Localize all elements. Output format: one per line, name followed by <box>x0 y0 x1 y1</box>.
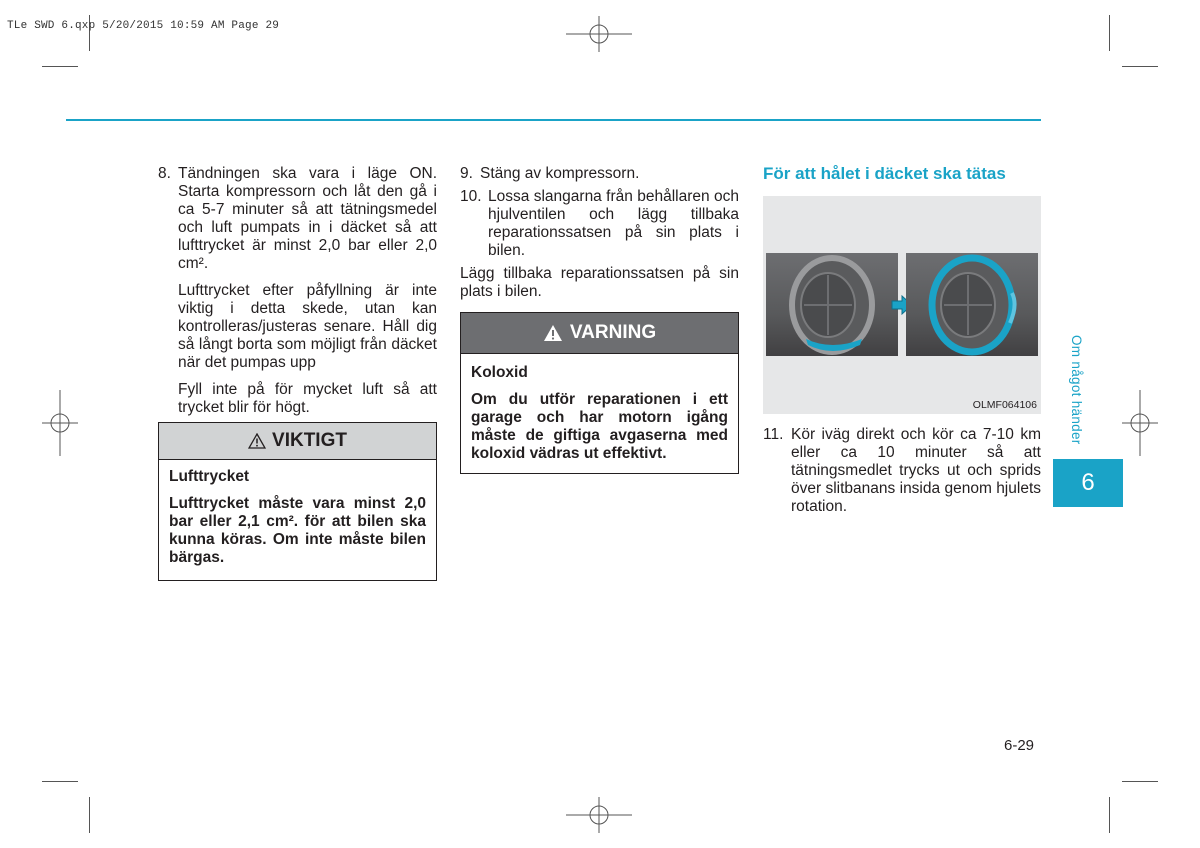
column-1 <box>158 165 437 417</box>
warning-triangle-icon <box>543 324 563 342</box>
step-number: 9. <box>460 165 473 182</box>
paragraph: Lufttrycket efter påfyllning är inte viktig i detta skede, utan kan kontrolleras/justeras senare. Håll dig så långt borta som möjligt från däcket när det pumpas upp <box>178 282 437 371</box>
registration-mark-right <box>1122 390 1158 456</box>
warning-box <box>460 312 739 474</box>
step-11 <box>763 426 1041 516</box>
important-box <box>158 422 437 581</box>
step-text-end: . <box>203 255 209 272</box>
registration-mark-left <box>42 390 78 456</box>
header-rule <box>66 119 1041 121</box>
file-info-header: TLe SWD 6.qxp 5/20/2015 10:59 AM Page 29 <box>7 20 280 32</box>
section-title: För att hålet i däcket ska tätas <box>763 164 1006 183</box>
chapter-tab: 6 <box>1053 459 1123 507</box>
step-text: Kör iväg direkt och kör ca 7-10 km eller ca 10 minuter så att tätningsmedlet trycks ut och sprids över slitbanans insida genom hjulets rotation. <box>791 426 1041 515</box>
step-9 <box>460 165 739 183</box>
registration-mark-bottom <box>566 797 632 833</box>
page-number: 6-29 <box>1004 737 1035 754</box>
step-number: 11. <box>763 426 784 443</box>
tire-before-image <box>766 253 898 356</box>
step-10 <box>460 188 739 260</box>
step-number: 8. <box>158 165 171 182</box>
important-header <box>159 423 436 460</box>
step-8 <box>158 165 437 273</box>
warning-label: VARNING <box>569 322 657 343</box>
column-2 <box>460 165 739 301</box>
tire-after-image <box>906 253 1038 356</box>
step-text: Stäng av kompressorn. <box>480 165 640 182</box>
step-text: Tändningen ska vara i läge ON. Starta kompressorn och låt den gå i ca 5-7 minuter så att tätningsmedel och luft pumpats in i däcket så att lufttrycket är minst 2,0 bar eller 2,0 cm² <box>178 165 437 272</box>
warning-header <box>461 313 738 354</box>
step-text: Lossa slangarna från behållaren och hjulventilen och lägg tillbaka reparationssatsen på sin plats i bilen. <box>488 188 739 259</box>
important-title: Lufttrycket <box>169 468 250 485</box>
step-number: 10. <box>460 188 482 205</box>
paragraph: Fyll inte på för mycket luft så att trycket blir för högt. <box>178 381 437 416</box>
important-label: VIKTIGT <box>272 430 347 451</box>
registration-mark-top <box>566 16 632 52</box>
tire-sealing-figure <box>763 196 1041 414</box>
warning-body: Om du utför reparationen i ett garage och har motorn igång måste de giftiga avgaserna med koloxid vädras ut effektivt. <box>471 391 728 462</box>
warning-title: Koloxid <box>471 364 528 381</box>
important-body: Lufttrycket måste vara minst 2,0 bar eller 2,1 cm². för att bilen ska kunna köras. Om inte måste bilen bärgas. <box>169 495 426 566</box>
column-3 <box>763 426 1041 516</box>
figure-code: OLMF064106 <box>972 399 1037 411</box>
warning-triangle-icon <box>248 433 266 449</box>
paragraph: Lägg tillbaka reparationssatsen på sin plats i bilen. <box>460 265 739 300</box>
chapter-title: Om något händer <box>1069 335 1084 445</box>
